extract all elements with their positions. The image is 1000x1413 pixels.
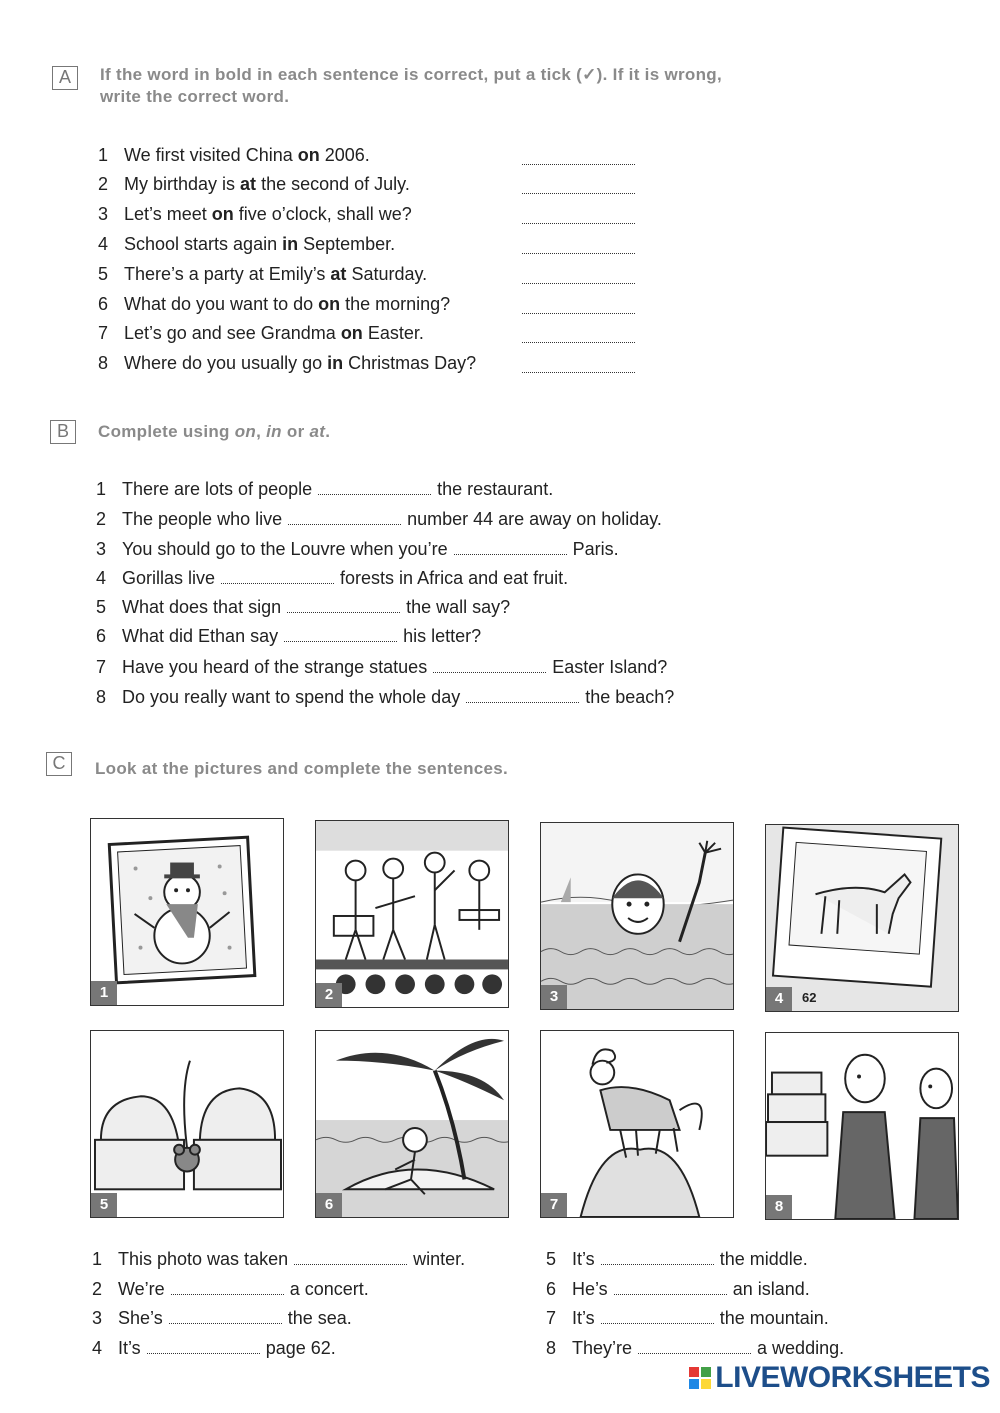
logo-text: LIVEWORKSHEETS — [715, 1361, 990, 1394]
item-number: 8 — [96, 687, 107, 707]
sentence-text: There are lots of people — [122, 479, 313, 499]
sentence-b-1 — [96, 478, 553, 500]
sentence-text: You should go to the Louvre when you’re — [122, 539, 448, 559]
bold-word: in — [327, 353, 344, 373]
bold-word: at — [330, 264, 347, 284]
answer-blank[interactable] — [522, 371, 635, 373]
answer-blank[interactable] — [171, 1281, 284, 1295]
sentence-a-5 — [98, 263, 427, 285]
sentence-text: the wall say? — [406, 597, 511, 617]
logo-square — [689, 1379, 699, 1389]
sentence-c-4 — [92, 1337, 336, 1359]
item-number: 3 — [96, 539, 107, 559]
sentence-a-1 — [98, 144, 370, 166]
sentence-text: School starts again — [124, 234, 283, 254]
item-number: 8 — [546, 1338, 557, 1358]
picture-number: 1 — [91, 981, 117, 1005]
answer-blank[interactable] — [638, 1340, 751, 1354]
sentence-c-2 — [92, 1278, 369, 1300]
item-number: 4 — [98, 234, 109, 254]
sentence-text: five o’clock, shall we? — [233, 204, 412, 224]
sentence-b-6 — [96, 625, 481, 647]
item-number: 3 — [98, 204, 109, 224]
bold-word: on — [318, 294, 341, 314]
sentence-text: Have you heard of the strange statues — [122, 657, 428, 677]
bold-word: on — [211, 204, 234, 224]
sentence-a-2 — [98, 173, 410, 195]
sentence-a-7 — [98, 322, 424, 344]
sentence-text: Christmas Day? — [343, 353, 477, 373]
sentence-text: the beach? — [585, 687, 675, 707]
answer-blank[interactable] — [288, 511, 401, 525]
sentence-text: the mountain. — [719, 1308, 829, 1328]
sentence-c-5 — [546, 1248, 808, 1270]
bold-word: on — [340, 323, 363, 343]
sentence-a-6 — [98, 293, 450, 315]
sentence-text: the sea. — [287, 1308, 352, 1328]
logo-square — [701, 1379, 711, 1389]
answer-blank[interactable] — [318, 481, 431, 495]
sentence-text: It’s — [118, 1338, 141, 1358]
answer-blank[interactable] — [522, 282, 635, 284]
item-number: 7 — [96, 657, 107, 677]
answer-blank[interactable] — [169, 1310, 282, 1324]
sentence-text: The people who live — [122, 509, 283, 529]
answer-blank[interactable] — [522, 312, 635, 314]
sentence-text: We first visited China — [124, 145, 298, 165]
sentence-b-2 — [96, 508, 662, 530]
logo-square — [701, 1367, 711, 1377]
picture-page-number: 62 — [802, 990, 817, 1005]
sentence-text: We’re — [118, 1279, 165, 1299]
sentence-text: an island. — [732, 1279, 810, 1299]
section-c-letter: C — [46, 752, 72, 776]
sentence-text: the middle. — [719, 1249, 808, 1269]
section-b-letter: B — [50, 420, 76, 444]
item-number: 1 — [96, 479, 107, 499]
picture-goat-mountain — [540, 1030, 734, 1218]
answer-blank[interactable] — [614, 1281, 727, 1295]
picture-wedding — [765, 1032, 959, 1220]
picture-swimming — [540, 822, 734, 1010]
answer-blank[interactable] — [522, 192, 635, 194]
item-number: 6 — [96, 626, 107, 646]
picture-cats-mouse — [90, 1030, 284, 1218]
answer-blank[interactable] — [284, 628, 397, 642]
sentence-c-8 — [546, 1337, 844, 1359]
sentence-text: Do you really want to spend the whole day — [122, 687, 461, 707]
sentence-text: My birthday is — [124, 174, 241, 194]
sentence-text: There’s a party at Emily’s — [124, 264, 331, 284]
answer-blank[interactable] — [522, 341, 635, 343]
picture-number: 6 — [316, 1193, 342, 1217]
sentence-text: page 62. — [265, 1338, 336, 1358]
item-number: 6 — [546, 1279, 557, 1299]
item-number: 1 — [92, 1249, 103, 1269]
item-number: 8 — [98, 353, 109, 373]
sentence-b-3 — [96, 538, 619, 560]
sentence-text: Let’s go and see Grandma — [124, 323, 341, 343]
sentence-a-8 — [98, 352, 476, 374]
item-number: 4 — [92, 1338, 103, 1358]
sentence-text: forests in Africa and eat fruit. — [340, 568, 569, 588]
sentence-text: winter. — [413, 1249, 466, 1269]
sentence-text: the morning? — [340, 294, 451, 314]
sentence-text: Easter. — [362, 323, 424, 343]
sentence-text: Where do you usually go — [124, 353, 328, 373]
sentence-text: Paris. — [572, 539, 619, 559]
sentence-text: Easter Island? — [552, 657, 668, 677]
answer-blank[interactable] — [466, 689, 579, 703]
picture-number: 5 — [91, 1193, 117, 1217]
answer-blank[interactable] — [601, 1251, 714, 1265]
answer-blank[interactable] — [287, 599, 400, 613]
item-number: 5 — [546, 1249, 557, 1269]
sentence-text: number 44 are away on holiday. — [407, 509, 662, 529]
item-number: 2 — [96, 509, 107, 529]
answer-blank[interactable] — [221, 570, 334, 584]
sentence-text: September. — [298, 234, 396, 254]
sentence-text: Let’s meet — [124, 204, 212, 224]
sentence-c-3 — [92, 1307, 352, 1329]
answer-blank[interactable] — [522, 163, 635, 165]
picture-concert — [315, 820, 509, 1008]
sentence-text: What do you want to do — [124, 294, 319, 314]
picture-horse-page — [765, 824, 959, 1012]
sentence-text: This photo was taken — [118, 1249, 289, 1269]
picture-number: 2 — [316, 983, 342, 1007]
item-number: 5 — [98, 264, 109, 284]
answer-blank[interactable] — [522, 252, 635, 254]
answer-blank[interactable] — [601, 1310, 714, 1324]
section-a-letter: A — [52, 66, 78, 90]
picture-number: 3 — [541, 985, 567, 1009]
answer-blank[interactable] — [454, 541, 567, 555]
picture-number: 4 — [766, 987, 792, 1011]
bold-word: in — [282, 234, 299, 254]
sentence-a-4 — [98, 233, 395, 255]
item-number: 2 — [98, 174, 109, 194]
section-c-instructions: Look at the pictures and complete the sentences. — [95, 759, 509, 778]
sentence-text: They’re — [572, 1338, 633, 1358]
sentence-text: the second of July. — [256, 174, 410, 194]
answer-blank[interactable] — [522, 222, 635, 224]
logo-grid-icon — [689, 1367, 711, 1389]
section-a-instructions: If the word in bold in each sentence is correct, put a tick (✓). If it is wrong, write the correct word. — [100, 65, 722, 106]
liveworksheets-logo — [689, 1361, 990, 1395]
picture-snowman — [90, 818, 284, 1006]
sentence-text: She’s — [118, 1308, 163, 1328]
sentence-text: What does that sign — [122, 597, 282, 617]
answer-blank[interactable] — [433, 659, 546, 673]
sentence-text: the restaurant. — [437, 479, 554, 499]
picture-number: 7 — [541, 1193, 567, 1217]
item-number: 6 — [98, 294, 109, 314]
sentence-text: It’s — [572, 1249, 595, 1269]
sentence-c-1 — [92, 1248, 465, 1270]
sentence-text: What did Ethan say — [122, 626, 279, 646]
sentence-text: a wedding. — [757, 1338, 845, 1358]
item-number: 1 — [98, 145, 109, 165]
sentence-text: a concert. — [289, 1279, 369, 1299]
section-b-instructions: Complete using on, in or at. — [98, 422, 331, 441]
sentence-b-7 — [96, 656, 667, 678]
picture-number: 8 — [766, 1195, 792, 1219]
bold-word: on — [297, 145, 320, 165]
bold-word: at — [240, 174, 257, 194]
sentence-text: Saturday. — [346, 264, 428, 284]
sentence-text: Gorillas live — [122, 568, 216, 588]
item-number: 2 — [92, 1279, 103, 1299]
answer-blank[interactable] — [147, 1340, 260, 1354]
picture-island — [315, 1030, 509, 1218]
sentence-b-8 — [96, 686, 674, 708]
sentence-c-6 — [546, 1278, 810, 1300]
item-number: 3 — [92, 1308, 103, 1328]
sentence-text: He’s — [572, 1279, 608, 1299]
sentence-text: 2006. — [319, 145, 370, 165]
item-number: 7 — [546, 1308, 557, 1328]
item-number: 5 — [96, 597, 107, 617]
sentence-a-3 — [98, 203, 412, 225]
sentence-text: It’s — [572, 1308, 595, 1328]
logo-square — [689, 1367, 699, 1377]
item-number: 7 — [98, 323, 109, 343]
sentence-c-7 — [546, 1307, 829, 1329]
item-number: 4 — [96, 568, 107, 588]
answer-blank[interactable] — [294, 1251, 407, 1265]
sentence-b-4 — [96, 567, 568, 589]
sentence-text: his letter? — [403, 626, 482, 646]
sentence-b-5 — [96, 596, 510, 618]
